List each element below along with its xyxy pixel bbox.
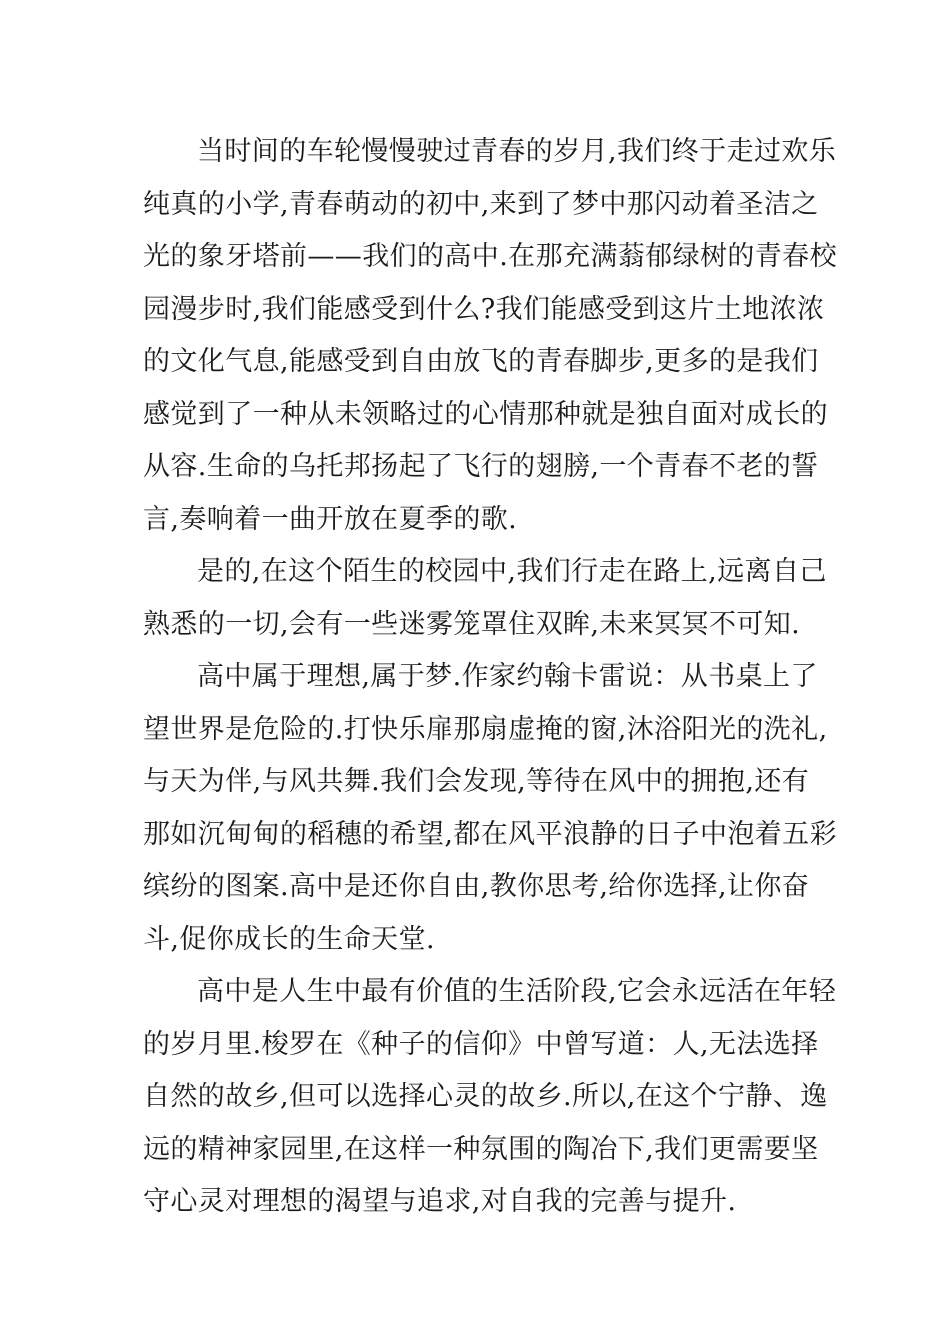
text-line: 远的精神家园里,在这样一种氛围的陶冶下,我们更需要坚 xyxy=(143,1133,819,1165)
text-line: 的文化气息,能感受到自由放飞的青春脚步,更多的是我们 xyxy=(143,346,819,377)
text-line: 当时间的车轮慢慢驶过青春的岁月,我们终于走过欢乐 xyxy=(197,136,837,167)
text-line: 园漫步时,我们能感受到什么?我们能感受到这片土地浓浓 xyxy=(143,293,825,325)
text-line: 光的象牙塔前——我们的高中.在那充满蓊郁绿树的青春校 xyxy=(143,241,837,272)
text-line: 与天为伴,与风共舞.我们会发现,等待在风中的拥抱,还有 xyxy=(143,766,810,797)
text-line: 缤纷的图案.高中是还你自由,教你思考,给你选择,让你奋 xyxy=(143,871,810,902)
text-line: 高中属于理想,属于梦.作家约翰卡雷说：从书桌上了 xyxy=(197,661,818,692)
text-line: 那如沉甸甸的稻穗的希望,都在风平浪静的日子中泡着五彩 xyxy=(143,818,837,850)
text-line: 从容.生命的乌托邦扬起了飞行的翅膀,一个青春不老的誓 xyxy=(143,451,819,482)
text-line: 斗,促你成长的生命天堂. xyxy=(143,923,435,955)
text-line: 高中是人生中最有价值的生活阶段,它会永远活在年轻 xyxy=(197,976,837,1007)
paragraph-4 xyxy=(143,966,837,1229)
paragraph-2 xyxy=(143,546,827,651)
text-line: 感觉到了一种从未领略过的心情那种就是独自面对成长的 xyxy=(143,398,828,430)
text-line: 的岁月里.梭罗在《种子的信仰》中曾写道：人,无法选择 xyxy=(143,1028,819,1060)
text-line: 纯真的小学,青春萌动的初中,来到了梦中那闪动着圣洁之 xyxy=(143,188,819,220)
text-line: 守心灵对理想的渴望与追求,对自我的完善与提升. xyxy=(143,1186,737,1217)
document-body xyxy=(143,126,837,1229)
text-line: 是的,在这个陌生的校园中,我们行走在路上,远离自己 xyxy=(197,556,827,587)
paragraph-1 xyxy=(143,126,837,546)
text-line: 熟悉的一切,会有一些迷雾笼罩住双眸,未来冥冥不可知. xyxy=(143,608,801,640)
text-line: 言,奏响着一曲开放在夏季的歌. xyxy=(143,503,518,535)
paragraph-3 xyxy=(143,651,837,966)
text-line: 自然的故乡,但可以选择心灵的故乡.所以,在这个宁静、逸 xyxy=(143,1081,828,1112)
text-line: 望世界是危险的.打快乐扉那扇虚掩的窗,沐浴阳光的洗礼, xyxy=(143,713,828,745)
